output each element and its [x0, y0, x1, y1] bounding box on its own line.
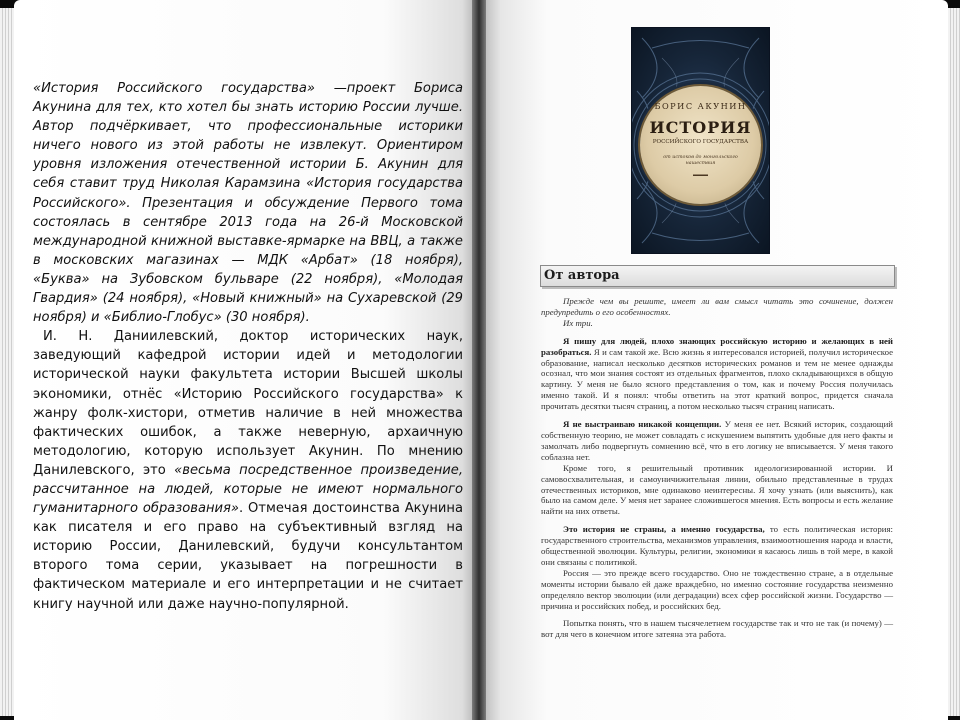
book-cover-image: [631, 27, 770, 254]
book-spine: [472, 0, 486, 720]
left-paragraph-1: «История Российского государства» —проект Бориса Акунина для тех, кто хотел бы знать историю России лучше. Автор подчёркивает, что профессиональные историки ничего нового из этой работы не извлекут. Ориентиром уровня изложения отечественной истории Б. Акунин для себя ставит труд Николая Карамзина «История государства Российского». Презентация и обсуждение Первого тома состоялась в сентябре 2013 года на 26-й Московской международной книжной выставке-ярмарке на ВВЦ, а также в московских магазинах — МДК «Арбат» (18 ноября), «Буква» на Зубовском бульваре (22 ноября), «Молодая Гвардия» (24 ноября), «Новый книжный» на Сухаревской (29 ноября) и «Библио-Глобус» (30 ноября).: [33, 81, 463, 326]
publisher-mark-icon: ▬▬▬: [693, 173, 708, 178]
left-paragraph-2: И. Н. Даниилевский, доктор исторических наук, заведующий кафедрой истории идей и методологии исторической науки факультета истории Высшей школы экономики, отнёс «Историю Российского государства» к жанру фолк-хистори, отметив наличие в ней множества фактических ошибок, а также неверную, архаичную методологию, которую использует Акунин. По мнению Данилевского, это «весьма посредственное произведение, рассчитанное на людей, которые не имеют нормального гуманитарного образования». Отмечая достоинства Акунина как писателя и его право на субъективный взгляд на историю России, Данилевский, будучи консультантом второго тома серии, указывает на погрешности в фактическом материале и его интерпретации и не считает книгу научной или даже научно-популярной.: [33, 329, 463, 612]
right-page-text: [541, 296, 893, 640]
principle-2: Я не выстраиваю никакой концепции. У меня ее нет. Всякий историк, создающий собственную теорию, не может совладать с искушением выпятить удобные для него факты и замолчать либо подвергнуть сомнению всё, что в его логику не вписывается. У меня такого соблазна нет.: [541, 419, 893, 462]
intro-paragraph: Прежде чем вы решите, имеет ли вам смысл читать это сочинение, должен предупредить о его особенностях.: [541, 296, 893, 317]
closing-paragraph: Попытка понять, что в нашем тысячелетнем государстве так и что не так (и почему) — вот для чего в конечном итоге затеяна эта работа.: [541, 618, 893, 640]
cover-medallion: [640, 86, 761, 204]
principle-2-continued: Кроме того, я решительный противник идеологизированной истории. И самовосхвалительная, и самоуничижительная линии, обильно представленные в трудах отечественных историков, мне одинаково неинтересны. Я хочу узнать (или выяснить), как было на самом деле. У меня нет заранее сложившегося мнения. Есть вопросы и есть желание найти на них ответы.: [541, 462, 893, 517]
section-heading-box: [540, 265, 895, 287]
intro-count: Их три.: [563, 317, 593, 328]
principle-3: Это история не страны, а именно государства, то есть политическая история: государственного строительства, механизмов управления, взаимоотношения народа и власти, общественной эволюции. Культуры, религии, экономики я касаюсь лишь в той мере, в какой они связаны с политикой.: [541, 524, 893, 567]
cover-title: ИСТОРИЯ: [649, 118, 752, 137]
cover-subtitle: РОССИЙСКОГО ГОСУДАРСТВА: [652, 139, 749, 145]
cover-tagline: от истоков до монгольского нашествия: [663, 155, 738, 166]
left-page-text: [33, 79, 463, 614]
critic-quote: «весьма посредственное произведение, рассчитанное на людей, которые не имеют нормального гуманитарного образования»: [33, 462, 463, 517]
section-heading: От автора: [544, 268, 620, 283]
book-title-quote: «История Российского государства»: [33, 81, 315, 96]
principle-1: Я пишу для людей, плохо знающих российскую историю и желающих в ней разобраться. Я и сам такой же. Всю жизнь я интересовался историей, получил историческое образование, написал несколько десятков исторических романов и тем не менее однажды осознал, что мои знания состоят из отдельных фрагментов, плохо складывающихся в общую картину. У меня не было ясного представления о том, как и почему Россия получилась именно такой. И я понял: чтобы ответить на этот краткий вопрос, придется сначала прочитать десятки тысяч страниц, а потом несколько тысяч страниц написать.: [541, 335, 893, 412]
principle-3-continued: Россия — это прежде всего государство. Оно не тождественно стране, а в отдельные моменты истории бывало ей даже враждебно, но именно состояние государства неизменно определяло вектор эволюции (или деградации) всех сфер российской жизни. Государство — причина и российских побед, и российских бед.: [541, 567, 893, 611]
cover-author: БОРИС АКУНИН: [654, 101, 747, 111]
